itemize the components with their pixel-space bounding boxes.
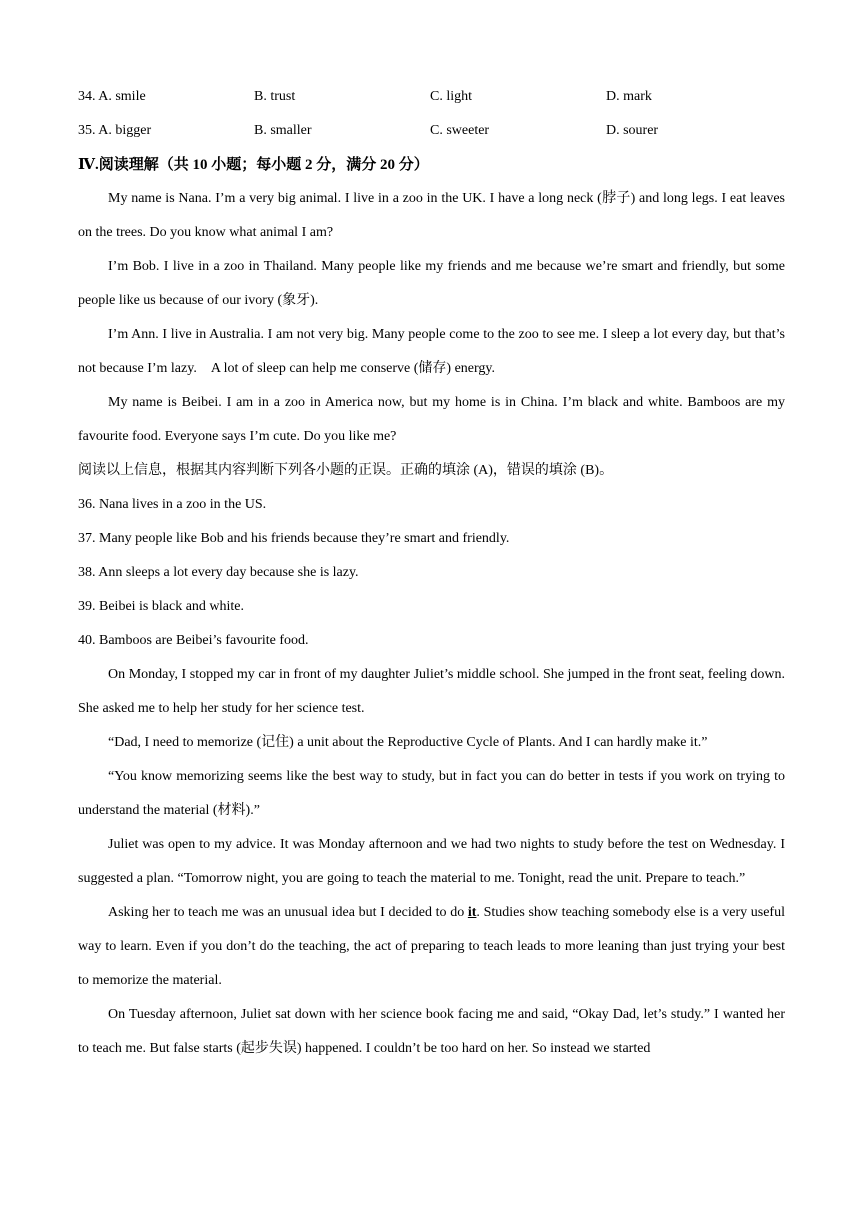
question-36: 36. Nana lives in a zoo in the US. [78,497,267,512]
option-35-c: C. sweeter [430,123,490,138]
underlined-word-it: it [467,905,477,920]
question-37: 37. Many people like Bob and his friends because they’re smart and friendly. [78,531,510,546]
section-heading-reading: Ⅳ.阅读理解（共 10 小题；每小题 2 分，满分 20 分） [78,157,429,173]
question-35-options [78,114,785,148]
passage-b-paragraph-1: On Monday, I stopped my car in front of my daughter Juliet’s middle school. She jumped in the front seat, feeling down. She asked me to help her study for her science test. [78,667,785,716]
passage-b-paragraph-5: Asking her to teach me was an unusual idea but I decided to do it. Studies show teaching somebody else is a very useful way to learn. Even if you don’t do the teaching, the act of preparing to teach leads to more leaning than just trying your best to memorize the material. [78,905,785,988]
passage-a-paragraph-3: I’m Ann. I live in Australia. I am not very big. Many people come to the zoo to see me. I sleep a lot every day, but that’s not because I’m lazy. A lot of sleep can help me conserve (储存) energy. [78,327,785,376]
option-35-a: 35. A. bigger [78,123,152,138]
passage-b-paragraph-4: Juliet was open to my advice. It was Monday afternoon and we had two nights to study before the test on Wednesday. I suggested a plan. “Tomorrow night, you are going to teach the material to me. Tonight, read the unit. Prepare to teach.” [78,837,785,886]
option-34-a: 34. A. smile [78,89,146,104]
option-35-b: B. smaller [254,123,312,138]
option-35-d: D. sourer [606,123,659,138]
option-34-d: D. mark [606,89,652,104]
option-34-c: C. light [430,89,473,104]
passage-a-paragraph-2: I’m Bob. I live in a zoo in Thailand. Many people like my friends and me because we’re smart and friendly, but some people like us because of our ivory (象牙). [78,259,785,308]
passage-a-paragraph-1: My name is Nana. I’m a very big animal. I live in a zoo in the UK. I have a long neck (脖子) and long legs. I eat leaves on the trees. Do you know what animal I am? [78,191,785,240]
question-40: 40. Bamboos are Beibei’s favourite food. [78,633,309,648]
question-39: 39. Beibei is black and white. [78,599,245,614]
question-38: 38. Ann sleeps a lot every day because she is lazy. [78,565,359,580]
exam-page [78,80,785,1066]
option-34-b: B. trust [254,89,296,104]
question-34-options [78,80,785,114]
passage-a-paragraph-4: My name is Beibei. I am in a zoo in America now, but my home is in China. I’m black and white. Bamboos are my favourite food. Everyone says I’m cute. Do you like me? [78,395,785,444]
instruction-text: 阅读以上信息，根据其内容判断下列各小题的正误。正确的填涂 (A)，错误的填涂 (B)。 [78,463,614,478]
passage-b-paragraph-2: “Dad, I need to memorize (记住) a unit about the Reproductive Cycle of Plants. And I can hardly make it.” [108,735,708,750]
passage-b-paragraph-3: “You know memorizing seems like the best way to study, but in fact you can do better in tests if you work on trying to understand the material (材料).” [78,769,785,818]
passage-b-paragraph-6: On Tuesday afternoon, Juliet sat down with her science book facing me and said, “Okay Dad, let’s study.” I wanted her to teach me. But false starts (起步失误) happened. I couldn’t be too hard on her. So instead we started [78,1007,785,1056]
